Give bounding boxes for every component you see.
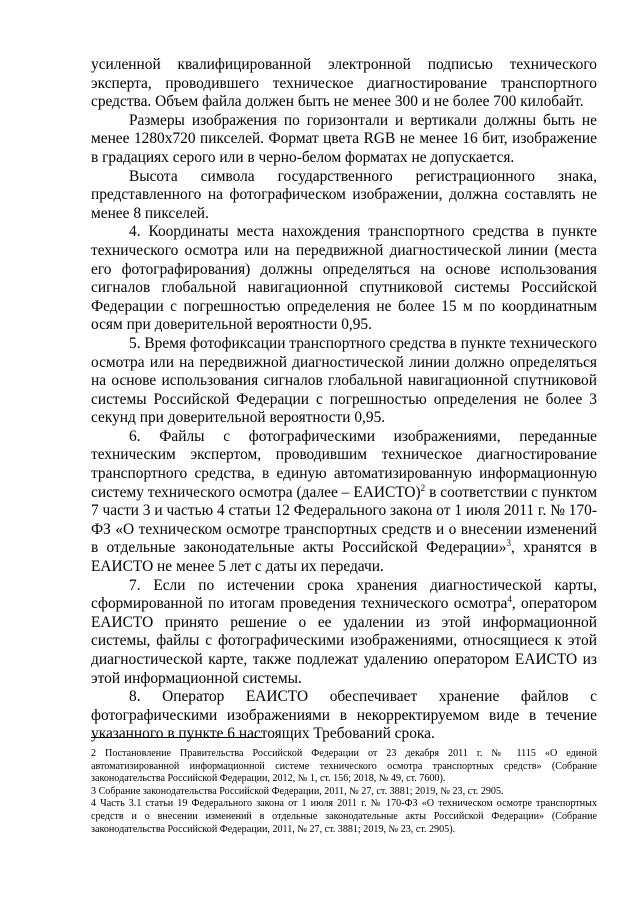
footnote-separator [91,737,262,738]
paragraph-6-storage [91,428,597,577]
paragraph-6-text-1: 6. Файлы с фотографическими изображениями, переданные техническим экспертом, проводившим техническое диагностирование транспортного средства, в единую автоматизированную информационную систему технического осмотра (далее – ЕАИСТО) [91,427,597,501]
paragraph-6-text-3: , хранятся в ЕАИСТО не менее 5 лет с даты их передачи. [91,539,598,576]
paragraph-continuation: усиленной квалифицированной электронной подписью технического эксперта, проводившего техническое диагностирование транспортного средства. Объем файла должен быть не менее 300 и не более 700 килобайт. [91,56,597,111]
footnote-ref-3[interactable]: 3 [506,538,511,549]
document-body [91,56,597,744]
footnotes [91,748,597,836]
paragraph-7-deletion [91,577,597,689]
footnote-3: 3 Собрание законодательства Российской Федерации, 2011, № 27, ст. 3881; 2019, № 23, ст. 2905. [91,785,504,797]
paragraph-7-text-2: , оператором ЕАИСТО принято решение о ее удалении из этой информационной системы, файлы с фотографическими изображениями, относящиеся к этой диагностической карте, также подлежат удалению оператором ЕАИСТО из этой информационной системы. [91,595,597,687]
paragraph-7-text-1: 7. Если по истечении срока хранения диагностической карты, сформированной по итогам проведения технического осмотра [91,576,597,613]
paragraph-4-coordinates: 4. Координаты места нахождения транспортного средства в пункте технического осмотра или на передвижной диагностической линии (места его фотографирования) должны определяться на основе использования сигналов глобальной навигационной спутниковой системы Российской Федерации с погрешностью определения не более 15 м по координатным осям при доверительной вероятности 0,95. [91,223,597,334]
footnote-2: 2 Постановление Правительства Российской Федерации от 23 декабря 2011 г. № 1115 «О единой автоматизированной информационной системе технического осмотра транспортных средств» (Собрание законодательства Российской Федерации, 2012, № 1, ст. 156; 2018, № 49, ст. 7600). [91,748,597,785]
paragraph-6-text-2: в соответствии с пунктом 7 части 3 и частью 4 статьи 12 Федерального закона от 1 июля 2011 г. № 170-ФЗ «О техническом осмотре транспортных средств и о внесении изменений в отдельные законодательные акты Российской Федерации» [91,483,598,557]
paragraph-image-size: Размеры изображения по горизонтали и вертикали должны быть не менее 1280х720 пикселей. Формат цвета RGB не менее 16 бит, изображение в градациях серого или в черно-белом форматах не допускается. [91,111,597,166]
footnote-ref-2[interactable]: 2 [420,482,426,493]
footnote-4: 4 Часть 3.1 статьи 19 Федерального закона от 1 июля 2011 г. № 170-ФЗ «О техническом осмотре транспортных средств и о внесении изменений в отдельные законодательные акты Российской Федерации» (Собрание законодательства Российской Федерации, 2011, № 27, ст. 3881; 2019, № 23, ст. 2905). [91,798,597,835]
paragraph-plate-height: Высота символа государственного регистрационного знака, представленного на фотографическом изображении, должна составлять не менее 8 пикселей. [91,167,597,222]
footnote-ref-4[interactable]: 4 [507,594,512,605]
paragraph-8-operator: 8. Оператор ЕАИСТО обеспечивает хранение файлов с фотографическими изображениями в некорректируемом виде в течение указанного в пункте 6 настоящих Требований срока. [91,688,597,743]
paragraph-5-time: 5. Время фотофиксации транспортного средства в пункте технического осмотра или на передвижной диагностической линии должно определяться на основе использования сигналов глобальной навигационной спутниковой системы Российской Федерации с погрешностью определения не более 3 секунд при доверительной вероятности 0,95. [91,334,597,427]
